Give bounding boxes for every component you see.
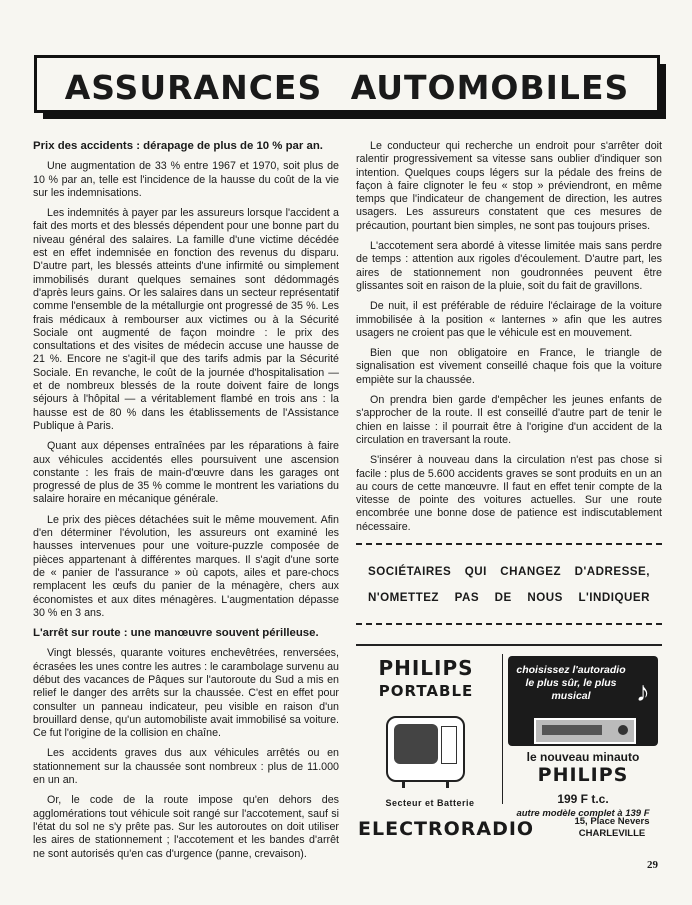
music-note-icon: ♪ <box>636 676 650 707</box>
right-column <box>356 140 662 541</box>
tv-leg <box>402 780 405 788</box>
autoradio-promo-box <box>508 656 658 746</box>
radio-knob <box>618 725 628 735</box>
title-box <box>34 55 660 113</box>
autoradio-promo-text: choisissez l'autoradio le plus sûr, le plus musical <box>516 664 626 702</box>
paragraph: Le conducteur qui recherche un endroit pour s'arrêter doit ralentir progressivement sa vitesse sans oublier d'indiquer son intention. Quelques coups légers sur la pédale des freins de façon à faire clignoter le feu « stop » préviendront, en même temps que l'indicateur de changement de direction, les autres usagers. Les assureurs constatent que ces mesures de précaution, pourtant bien simples, ne sont pas toujours prises. <box>356 140 662 232</box>
philips-logo-left: PHILIPS <box>378 656 474 680</box>
address-city: CHARLEVILLE <box>578 828 646 839</box>
paragraph: Les indemnités à payer par les assureurs lorsque l'accident a fait des morts et des blessés dépendent pour une bonne part du niveau général des salaires. La famille d'une victime décédée est en effet indemnisée en fonction des revenus du disparu. D'autre part, les blessés atteints d'une infirmité ou simplement immobilisés durant quelques semaines sont dédommagés d'après leurs gains. Or les salaires dans un secteur représentatif comme l'ensemble de la métallurgie ont progressé de 35 %. Les frais médicaux à rembourser aux victimes ou à la Sécurité Sociale ont augmenté de façon moindre : le prix des consultations et des visites de médecin accuse une hausse de 21 %. Encore ne s'agit-il que des tarifs admis par la Sécurité Sociale. En revanche, le coût de la journée d'hospitalisation — et de nombreux blessés de la route doivent faire de longs séjours à l'hôpital — a véritablement flambé en trois ans : la hausse est de 80 % dans les établissements de l'Assistance Publique à Paris. <box>33 207 339 432</box>
paragraph: Or, le code de la route impose qu'en dehors des agglomérations tout véhicule soit rangé sur l'accotement, sauf si l'état du sol ne s'y prête pas. Sur les autoroutes on doit utiliser les aires de stationnement ; l'accotement et les bandes d'arrêt ne sont autorisés qu'en cas d'urgence (panne, crevaison). <box>33 794 339 860</box>
paragraph: Une augmentation de 33 % entre 1967 et 1970, soit plus de 10 % par an, telle est l'incidence de la hausse du coût de la vie sur les indemnisations. <box>33 160 339 199</box>
notice-line-2: N'OMETTEZ PAS DE NOUS L'INDIQUER <box>368 591 650 604</box>
section-heading: L'arrêt sur route : une manœuvre souvent périlleuse. <box>33 627 319 640</box>
radio-dial <box>542 725 602 735</box>
address-street: 15, Place Nevers <box>574 816 650 827</box>
tv-controls <box>441 726 457 764</box>
car-radio-illustration <box>534 718 636 744</box>
paragraph: Les accidents graves dus aux véhicules arrêtés ou en stationnement sur la chaussée sont nombreux : plus de 11.000 en un an. <box>33 747 339 787</box>
electroradio-logo: ELECTRORADIO <box>358 818 535 840</box>
page-number: 29 <box>647 859 658 871</box>
page-title: ASSURANCES AUTOMOBILES <box>64 68 630 107</box>
nouveau-minauto-label: le nouveau minauto <box>526 750 640 764</box>
ad-divider <box>502 654 503 804</box>
section-heading: Prix des accidents : dérapage de plus de 10 % par an. <box>33 140 323 152</box>
store-address <box>562 816 662 840</box>
philips-advertisement <box>356 644 662 841</box>
price-label: 199 F t.c. <box>557 792 609 806</box>
paragraph: Bien que non obligatoire en France, le triangle de signalisation est vivement conseillé chaque fois que la voiture empiète sur la chaussée. <box>356 347 662 386</box>
secteur-batterie-label: Secteur et Batterie <box>385 798 475 808</box>
tv-screen <box>394 724 438 764</box>
paragraph: Quant aux dépenses entraînées par les réparations à faire aux véhicules accidentés elles poursuivent une ascension constante : les frais de main-d'œuvre dans les garages ont progressé de plus de 35 % comme le montrent les variations du salaire horaire en mécanique générale. <box>33 440 339 506</box>
paragraph: S'insérer à nouveau dans la circulation n'est pas chose si facile : plus de 5.600 accidents graves se sont produits en un an au cours de cette manœuvre. Il faut en effet tenir compte de la vitesse de pointe des voitures actuelles. Sur une route encombrée une bonne dose de patience est indiscutablement nécessaire. <box>356 454 662 533</box>
address-change-notice <box>356 543 662 625</box>
left-column <box>33 140 339 868</box>
paragraph: Le prix des pièces détachées suit le même mouvement. Afin d'en déterminer l'évolution, les assureurs ont examiné les hausses intervenues pour une voiture-puzzle composée de pièces appartenant à différentes marques. Il s'agit d'une sorte de « panier de l'assurance » où capots, ailes et pare-chocs remplacent les œufs du panier de la ménagère, chers aux économistes et aux dites ménagères. L'augmentation dépasse 30 % en 3 ans. <box>33 513 339 619</box>
paragraph: De nuit, il est préférable de réduire l'éclairage de la voiture immobilisée à la position « lanternes » afin que les autres usagers ne croient pas que le véhicule est en mouvement. <box>356 300 662 339</box>
portable-label: PORTABLE <box>378 682 474 700</box>
paragraph: L'accotement sera abordé à vitesse limitée mais sans perdre de temps : attention aux rigoles d'écoulement. D'autre part, les aires de stationnement non goudronnées peuvent être glissantes soit en raison de la pluie, soit du fait de gravillons. <box>356 240 662 292</box>
tv-illustration <box>386 716 465 782</box>
other-model-label: autre modèle complet à 139 F <box>516 808 650 819</box>
philips-logo-right: PHILIPS <box>537 764 629 786</box>
tv-leg <box>446 780 449 788</box>
paragraph: Vingt blessés, quarante voitures enchevêtrées, renversées, écrasées les unes contre les autres : le carambolage survenu au début des vacances de Pâques sur l'autoroute du Sud a mis en relief le danger des arrêts sur la chaussée. C'est en effet pour consulter un panneau indicateur, peu visible en raison d'un brouillard dense, qu'un automobiliste avait immobilisé sa voiture. Ce fut l'origine de la collision en chaîne. <box>33 647 339 740</box>
paragraph: On prendra bien garde d'empêcher les jeunes enfants de s'approcher de la route. Il est conseillé d'autre part de tenir le chien en laisse : il pourrait être à l'origine d'un accident de la circulation en traversant la route. <box>356 394 662 446</box>
notice-line-1: SOCIÉTAIRES QUI CHANGEZ D'ADRESSE, <box>368 565 650 578</box>
philips-portable-block <box>356 656 496 700</box>
